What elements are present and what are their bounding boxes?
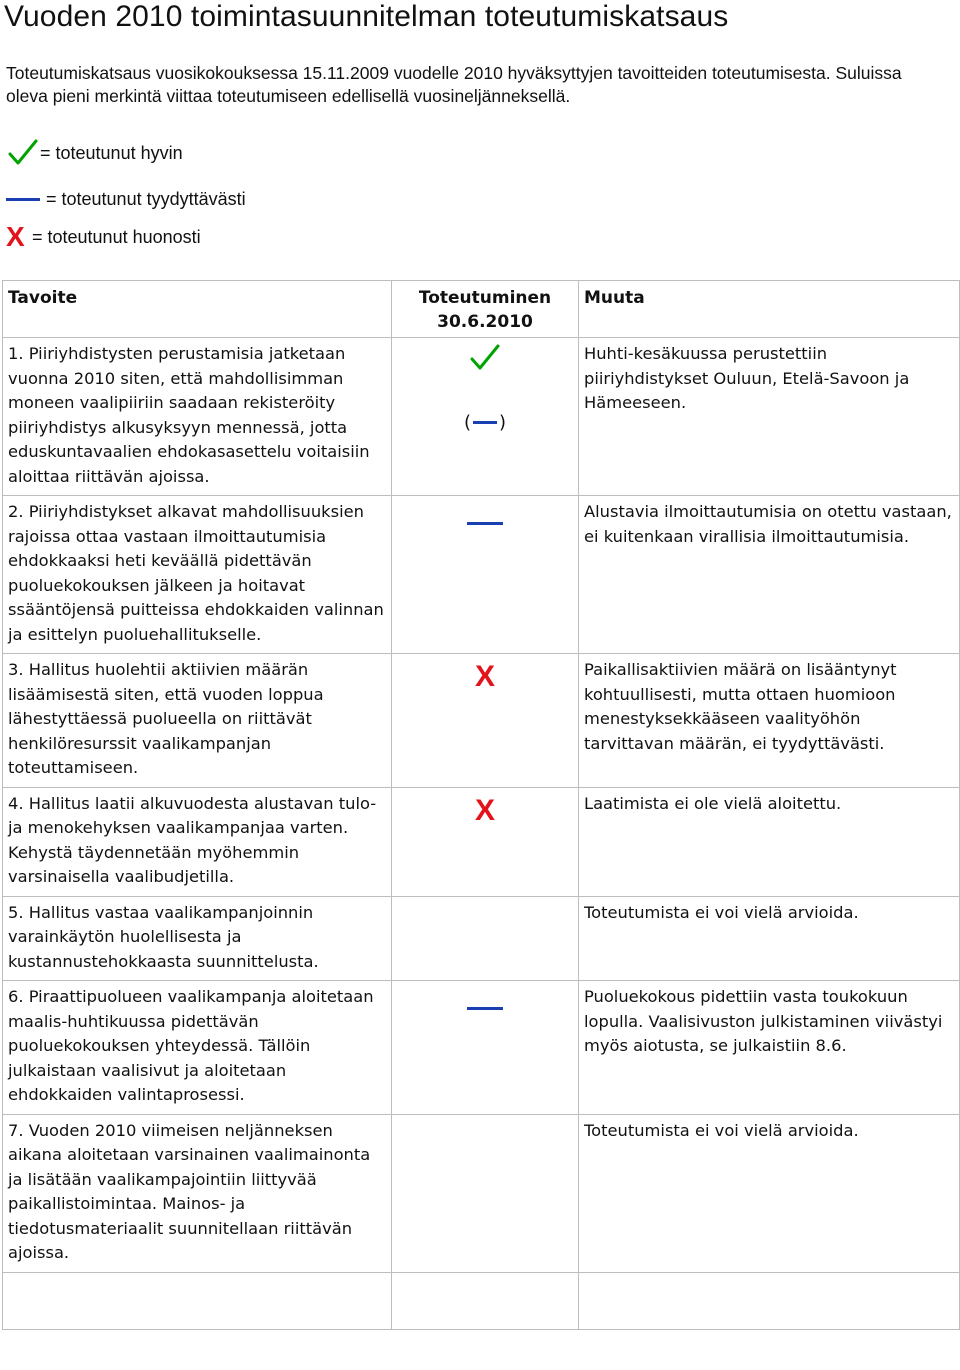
goal-text: 1. Piiriyhdistysten perustamisia jatketaan vuonna 2010 siten, että mahdollisimman moneen vaalipiiriin saadaan rekisteröity piiriyhdistys alkusyksyyn mennessä, jotta eduskuntavaalien ehdokasasettelu voitaisiin aloittaa riittävän ajoissa. bbox=[8, 344, 370, 486]
table-row bbox=[3, 1114, 960, 1272]
note-text: Huhti-kesäkuussa perustettiin piiriyhdistykset Ouluun, Etelä-Savoon ja Hämeeseen. bbox=[584, 344, 910, 412]
note-text: Laatimista ei ole vielä aloitettu. bbox=[584, 793, 842, 813]
legend-good bbox=[6, 138, 183, 168]
legend-satisfactory bbox=[6, 184, 246, 214]
table-row bbox=[3, 496, 960, 654]
x-icon: X bbox=[6, 221, 25, 252]
status-cell bbox=[392, 896, 579, 981]
goal-text: 3. Hallitus huolehtii aktiivien määrän lisäämisestä siten, että vuoden loppua lähestyttäessä puolueella on riittävät henkilöresurssit vaalikampanjan toteuttamiseen. bbox=[8, 660, 324, 777]
x-icon: X bbox=[474, 660, 495, 693]
empty-cell bbox=[579, 1272, 960, 1329]
dash-icon bbox=[467, 1007, 503, 1010]
table-row bbox=[3, 896, 960, 981]
intro-paragraph: Toteutumiskatsaus vuosikokouksessa 15.11.2009 vuodelle 2010 hyväksyttyjen tavoitteiden toteutumisesta. Suluissa oleva pieni merkintä viittaa toteutumiseen edellisellä vuosineljänneksellä. bbox=[6, 63, 902, 106]
dash-icon bbox=[6, 198, 46, 201]
check-icon bbox=[6, 139, 40, 167]
legend-label: = toteutunut hyvin bbox=[40, 142, 183, 163]
note-text: Toteutumista ei voi vielä arvioida. bbox=[584, 902, 859, 922]
legend-label: = toteutunut huonosti bbox=[32, 226, 201, 247]
goal-text: 4. Hallitus laatii alkuvuodesta alustavan tulo- ja menokehyksen vaalikampanjaa varten. Kehystä täydennetään myöhemmin varsinaisella vaalibudjetilla. bbox=[8, 793, 377, 886]
status-cell bbox=[392, 1114, 579, 1272]
status-cell bbox=[392, 981, 579, 1115]
legend-poor bbox=[6, 222, 201, 252]
goal-text: 5. Hallitus vastaa vaalikampanjoinnin varainkäytön huolellisesta ja kustannustehokkaasta suunnittelusta. bbox=[8, 902, 319, 971]
dash-icon bbox=[467, 522, 503, 525]
table-row-empty bbox=[3, 1272, 960, 1329]
note-text: Paikallisaktiivien määrä on lisääntynyt kohtuullisesti, mutta ottaen huomioon menestyksekkääseen vaalityöhön tarvittavan määrän, ei tyydyttävästi. bbox=[584, 660, 897, 753]
note-text: Puoluekokous pidettiin vasta toukokuun lopulla. Vaalisivuston julkistaminen viivästyi myös aiotusta, se julkaistiin 8.6. bbox=[584, 987, 943, 1055]
status-cell bbox=[392, 787, 579, 896]
table-row bbox=[3, 787, 960, 896]
note-text: Alustavia ilmoittautumisia on otettu vastaan, ei kuitenkaan virallisia ilmoittautumisia. bbox=[584, 502, 952, 546]
legend-label: = toteutunut tyydyttävästi bbox=[46, 188, 246, 209]
header-status: Toteutuminen 30.6.2010 bbox=[392, 281, 579, 338]
table-row bbox=[3, 981, 960, 1115]
header-goal: Tavoite bbox=[3, 281, 392, 338]
check-icon bbox=[470, 344, 500, 376]
goal-text: 2. Piiriyhdistykset alkavat mahdollisuuksien rajoissa ottaa vastaan ilmoittautumisia ehdokkaaksi heti keväällä pidettävän puoluekokouksen jälkeen ja hoitavat ssääntöjensä puitteissa ehdokkaiden valinnan ja esittelyn puoluehallitukselle. bbox=[8, 502, 384, 644]
header-notes: Muuta bbox=[579, 281, 960, 338]
table-row bbox=[3, 338, 960, 496]
goal-text: 7. Vuoden 2010 viimeisen neljänneksen aikana aloitetaan varsinainen vaalimainonta ja lisätään vaalikampajointiin liittyvää paikallistoimintaa. Mainos- ja tiedotusmateriaalit suunnitellaan riittävän ajoissa. bbox=[8, 1120, 371, 1262]
status-cell bbox=[392, 654, 579, 788]
goal-text: 6. Piraattipuolueen vaalikampanja aloitetaan maalis-huhtikuussa pidettävän puoluekokouksen yhteydessä. Tällöin julkaistaan vaalisivut ja aloitetaan ehdokkaiden valintaprosessi. bbox=[8, 987, 374, 1104]
previous-quarter-status: ( ) bbox=[463, 412, 507, 433]
status-cell bbox=[392, 496, 579, 654]
x-icon: X bbox=[474, 793, 495, 827]
dash-icon bbox=[473, 421, 497, 424]
page-title: Vuoden 2010 toimintasuunnitelman toteutumiskatsaus bbox=[4, 0, 729, 33]
status-cell bbox=[392, 338, 579, 496]
plan-table bbox=[2, 280, 960, 1330]
note-text: Toteutumista ei voi vielä arvioida. bbox=[584, 1120, 859, 1140]
empty-cell bbox=[3, 1272, 392, 1329]
table-row bbox=[3, 654, 960, 788]
empty-cell bbox=[392, 1272, 579, 1329]
